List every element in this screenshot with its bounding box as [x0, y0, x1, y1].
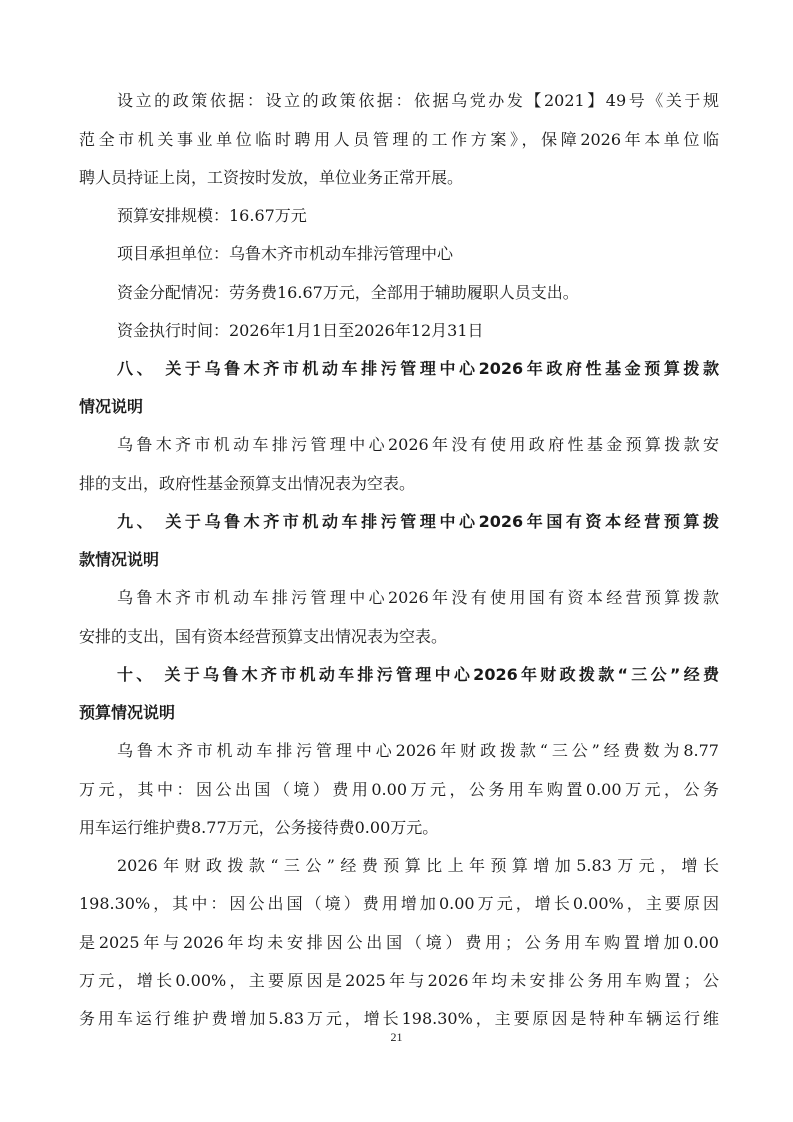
undertaking-unit-line: 项目承担单位：乌鲁木齐市机动车排污管理中心 — [117, 244, 454, 263]
page-number: 21 — [390, 1030, 403, 1044]
fund-allocation-line: 资金分配情况：劳务费16.67万元，全部用于辅助履职人员支出。 — [117, 283, 579, 302]
section-10-change-line-3: 是2025年与2026年均未安排因公出国（境）费用；公务用车购置增加0.00 — [79, 933, 719, 952]
section-9-heading-line-1: 九、 关于乌鲁木齐市机动车排污管理中心2026年国有资本经营预算拨 — [117, 512, 719, 531]
section-10-body-line-3: 用车运行维护费8.77万元，公务接待费0.00万元。 — [79, 818, 439, 837]
section-10-change-line-2: 198.30%，其中：因公出国（境）费用增加0.00万元，增长0.00%，主要原因 — [79, 894, 719, 913]
section-10-body-line-1: 乌鲁木齐市机动车排污管理中心2026年财政拨款“三公”经费数为8.77 — [117, 741, 719, 760]
section-10-heading-line-2: 预算情况说明 — [79, 703, 176, 722]
section-8-heading-line-1: 八、 关于乌鲁木齐市机动车排污管理中心2026年政府性基金预算拨款 — [117, 359, 719, 378]
section-9-body-line-2: 安排的支出，国有资本经营预算支出情况表为空表。 — [79, 627, 448, 646]
section-8-heading-line-2: 情况说明 — [79, 397, 144, 416]
section-10-body-line-2: 万元，其中：因公出国（境）费用0.00万元，公务用车购置0.00万元，公务 — [79, 780, 719, 799]
section-8-body-line-1: 乌鲁木齐市机动车排污管理中心2026年没有使用政府性基金预算拨款安 — [117, 435, 719, 454]
execution-time-line: 资金执行时间：2026年1月1日至2026年12月31日 — [117, 321, 484, 340]
section-10-change-line-4: 万元，增长0.00%，主要原因是2025年与2026年均未安排公务用车购置；公 — [79, 971, 719, 990]
policy-basis-line-3: 聘人员持证上岗，工资按时发放，单位业务正常开展。 — [79, 168, 464, 187]
policy-basis-line-1: 设立的政策依据：设立的政策依据：依据乌党办发【2021】49号《关于规 — [117, 91, 719, 110]
section-10-heading-line-1: 十、 关于乌鲁木齐市机动车排污管理中心2026年财政拨款“三公”经费 — [117, 665, 719, 684]
section-10-change-line-5: 务用车运行维护费增加5.83万元，增长198.30%，主要原因是特种车辆运行维 — [79, 1009, 719, 1028]
section-8-body-line-2: 排的支出，政府性基金预算支出情况表为空表。 — [79, 474, 416, 493]
section-10-change-line-1: 2026年财政拨款“三公”经费预算比上年预算增加5.83万元，增长 — [117, 856, 719, 875]
section-9-heading-line-2: 款情况说明 — [79, 550, 160, 569]
budget-scale-line: 预算安排规模：16.67万元 — [117, 206, 307, 225]
policy-basis-line-2: 范全市机关事业单位临时聘用人员管理的工作方案》，保障2026年本单位临 — [79, 130, 719, 149]
section-9-body-line-1: 乌鲁木齐市机动车排污管理中心2026年没有使用国有资本经营预算拨款 — [117, 588, 719, 607]
